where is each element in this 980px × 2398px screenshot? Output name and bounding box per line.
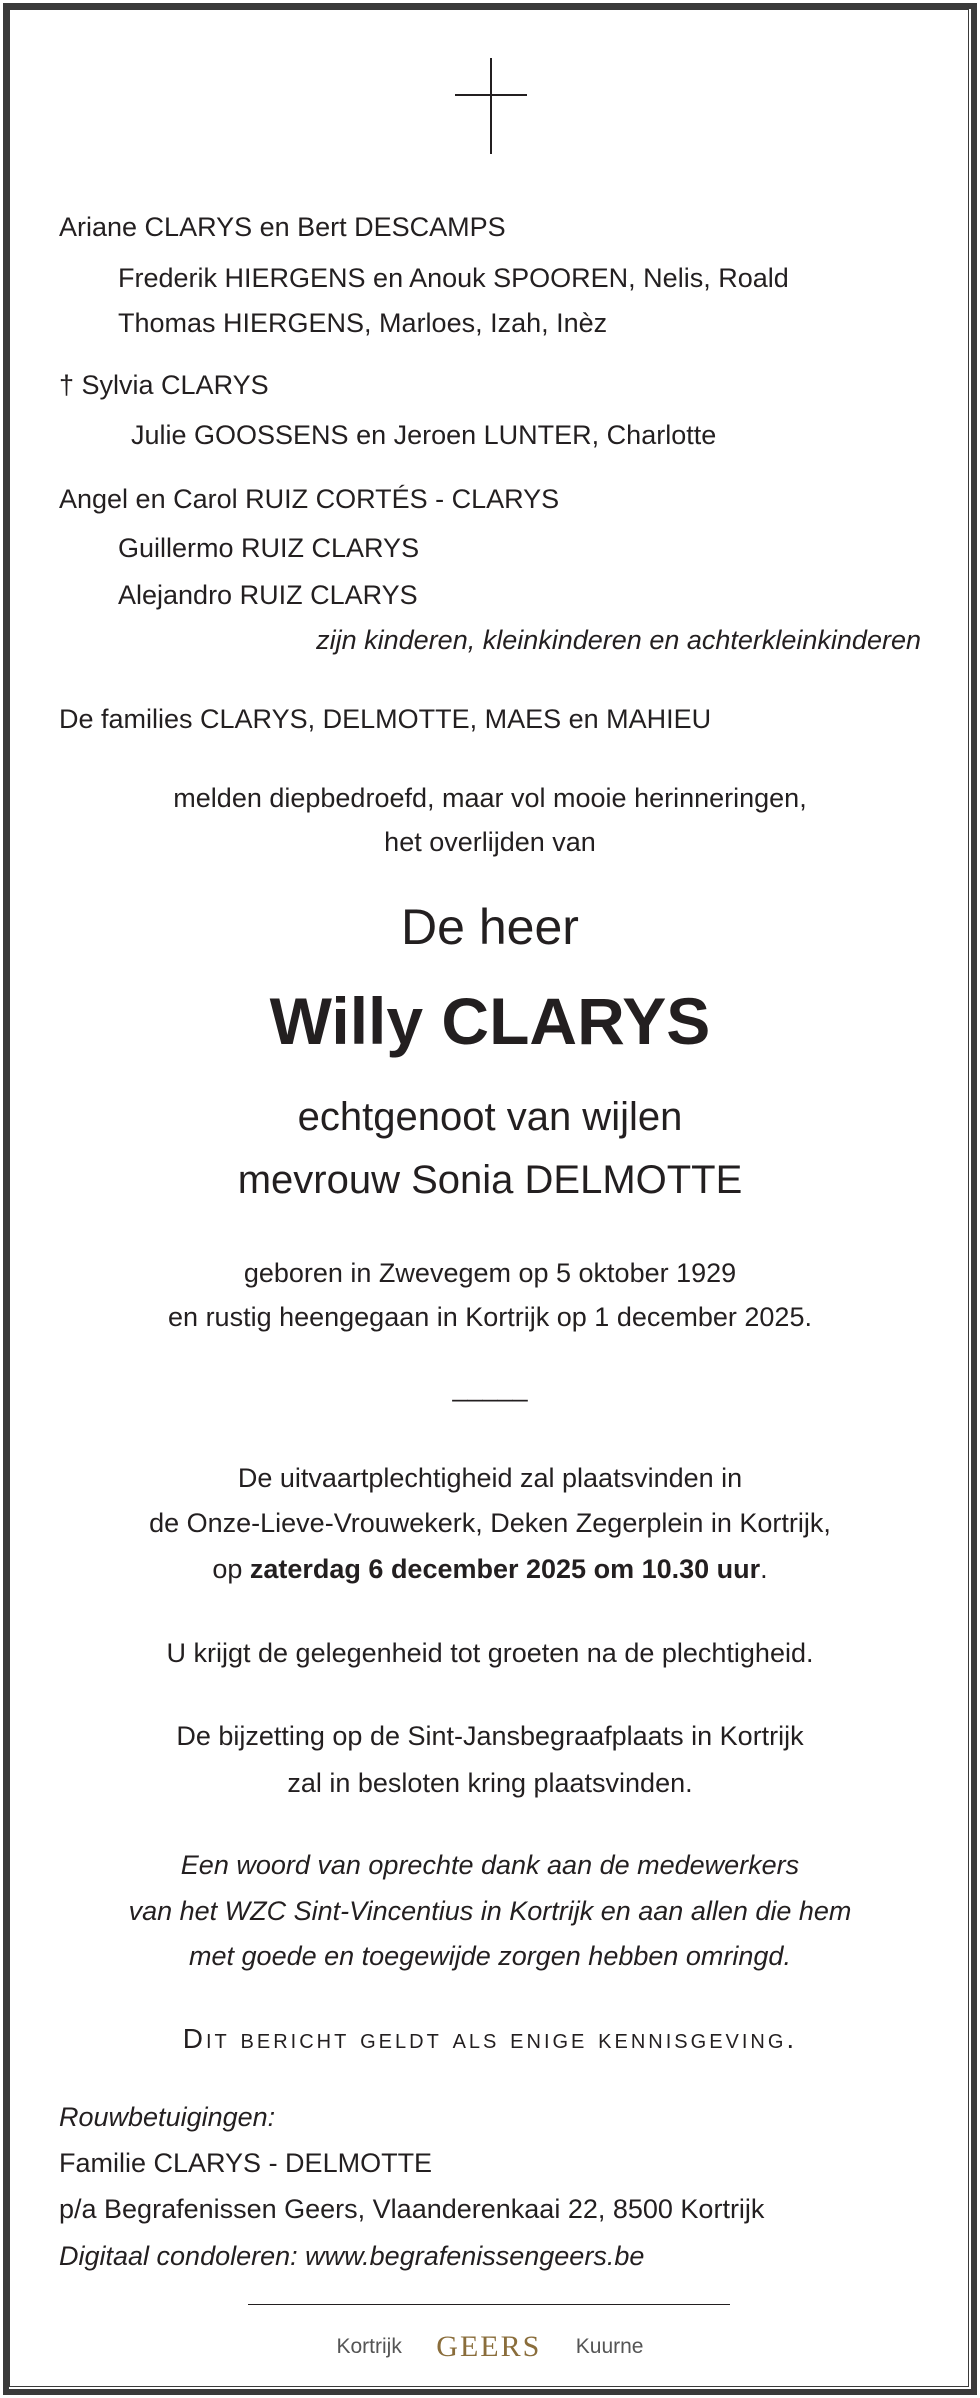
family-line-2: Frederik HIERGENS en Anouk SPOOREN, Nelis, Roald (118, 263, 789, 293)
spouse-line-2: mevrouw Sonia DELMOTTE (237, 1158, 743, 1202)
contact-address: p/a Begrafenissen Geers, Vlaanderenkaai 22, 8500 Kortrijk (59, 2194, 765, 2224)
footer-divider (248, 2304, 730, 2305)
notice-line: Dit bericht geldt als enige kennisgeving. (182, 2023, 798, 2054)
funeral-date: zaterdag 6 december 2025 om 10.30 uur (249, 1554, 761, 1584)
burial-line-1: De bijzetting op de Sint-Jansbegraafplaats in Kortrijk (176, 1721, 804, 1751)
footer-right: Kuurne (575, 2335, 644, 2358)
announce-line-2: het overlijden van (384, 827, 596, 857)
burial-line-2: zal in besloten kring plaatsvinden. (287, 1768, 693, 1798)
contact-heading: Rouwbetuigingen: (59, 2102, 276, 2132)
contact-online: Digitaal condoleren: www.begrafenissengeers.be (59, 2241, 645, 2271)
birth-line: geboren in Zwevegem op 5 oktober 1929 (243, 1258, 737, 1288)
footer-left: Kortrijk (336, 2335, 402, 2358)
family-line-5: Julie GOOSSENS en Jeroen LUNTER, Charlotte (131, 420, 717, 450)
funeral-date-suffix: . (760, 1554, 768, 1584)
announce-line-1: melden diepbedroefd, maar vol mooie herinneringen, (173, 783, 807, 813)
greeting-line: U krijgt de gelegenheid tot groeten na de plechtigheid. (166, 1638, 814, 1668)
separator: _____ (452, 1372, 528, 1402)
family-line-6: Angel en Carol RUIZ CORTÉS - CLARYS (59, 484, 560, 514)
deceased-name: Willy CLARYS (269, 984, 711, 1058)
footer-logo (0, 2330, 980, 2364)
contact-name: Familie CLARYS - DELMOTTE (59, 2148, 433, 2178)
thanks-line-1: Een woord van oprechte dank aan de medewerkers (180, 1850, 800, 1880)
funeral-line-2: de Onze-Lieve-Vrouwekerk, Deken Zegerplein in Kortrijk, (149, 1508, 831, 1538)
cross-icon (490, 58, 492, 154)
funeral-line-1: De uitvaartplechtigheid zal plaatsvinden in (237, 1463, 743, 1493)
spouse-line-1: echtgenoot van wijlen (297, 1095, 683, 1139)
geers-logo: GEERS (436, 2330, 542, 2363)
thanks-line-3: met goede en toegewijde zorgen hebben omringd. (189, 1941, 791, 1971)
funeral-date-prefix: op (212, 1554, 250, 1584)
funeral-line-3 (0, 1552, 980, 1586)
thanks-line-2: van het WZC Sint-Vincentius in Kortrijk en aan allen die hem (128, 1896, 852, 1926)
family-line-4: † Sylvia CLARYS (59, 370, 269, 400)
family-line-1: Ariane CLARYS en Bert DESCAMPS (59, 212, 506, 242)
family-line-7: Guillermo RUIZ CLARYS (118, 533, 420, 563)
family-line-3: Thomas HIERGENS, Marloes, Izah, Inèz (118, 308, 608, 338)
family-relation: zijn kinderen, kleinkinderen en achterkleinkinderen (316, 625, 921, 655)
families-line: De families CLARYS, DELMOTTE, MAES en MAHIEU (59, 704, 712, 734)
deceased-title: De heer (401, 899, 579, 955)
death-line: en rustig heengegaan in Kortrijk op 1 december 2025. (168, 1302, 812, 1332)
family-line-8: Alejandro RUIZ CLARYS (118, 580, 418, 610)
cross-icon-bar (455, 94, 527, 96)
